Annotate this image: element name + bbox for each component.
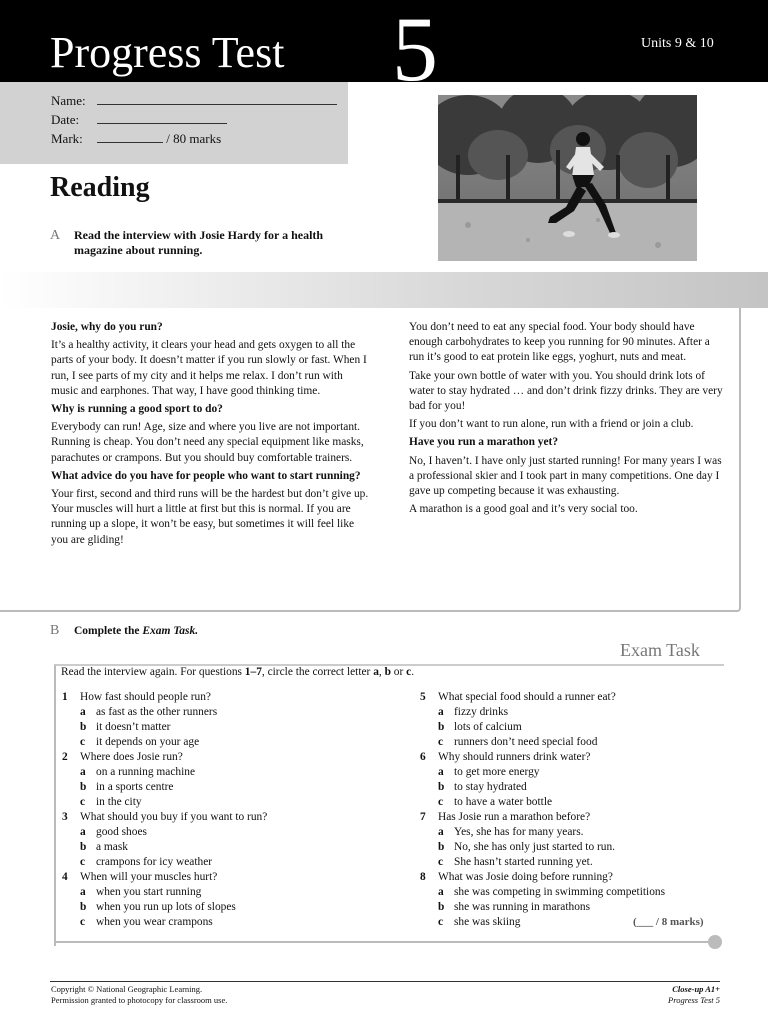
question-text: What was Josie doing before running? xyxy=(438,871,613,883)
page-title: Progress Test xyxy=(50,28,285,77)
student-info-box xyxy=(0,82,348,164)
decorative-band xyxy=(0,272,768,308)
exam-instruction xyxy=(61,666,414,678)
option-text: as fast as the other runners xyxy=(96,706,218,718)
answer-option-a[interactable] xyxy=(80,885,201,900)
option-letter: a xyxy=(80,886,86,898)
exam-instruction-part: 1–7 xyxy=(244,666,262,678)
option-letter: a xyxy=(438,766,444,778)
answer-option-a[interactable] xyxy=(438,765,540,780)
option-text: fizzy drinks xyxy=(454,706,509,718)
answer-option-b[interactable] xyxy=(80,720,170,735)
book-title: Close-up A1+ xyxy=(672,984,720,994)
answer-option-b[interactable] xyxy=(438,720,522,735)
answer-option-c[interactable] xyxy=(80,915,213,930)
mark-label: Mark: xyxy=(51,131,83,146)
answer-option-a[interactable] xyxy=(438,885,665,900)
option-text: when you wear crampons xyxy=(96,916,213,928)
article-left-column xyxy=(51,320,369,551)
answer-option-a[interactable] xyxy=(80,765,195,780)
option-text: lots of calcium xyxy=(454,721,522,733)
answer-option-c[interactable] xyxy=(80,855,212,870)
option-text: she was skiing xyxy=(454,916,521,928)
option-letter: a xyxy=(438,706,444,718)
date-field[interactable] xyxy=(97,111,227,124)
test-title: Progress Test 5 xyxy=(668,995,720,1005)
interview-answer: A marathon is a good goal and it’s very social too. xyxy=(409,503,638,516)
option-text: Yes, she has for many years. xyxy=(454,826,584,838)
answer-option-c[interactable] xyxy=(438,915,520,930)
option-text: to have a water bottle xyxy=(454,796,553,808)
exam-instruction-part: . xyxy=(411,666,415,678)
interview-question: What advice do you have for people who want to start running? xyxy=(51,469,361,482)
section-a-letter: A xyxy=(50,228,61,243)
answer-option-a[interactable] xyxy=(80,705,217,720)
mark-field[interactable] xyxy=(97,130,163,143)
answer-option-b[interactable] xyxy=(80,780,174,795)
option-letter: b xyxy=(80,841,87,853)
option-letter: a xyxy=(80,826,86,838)
question-text: Where does Josie run? xyxy=(80,751,183,763)
exam-instruction-part: , xyxy=(378,666,385,678)
option-text: it doesn’t matter xyxy=(96,721,171,733)
interview-answer: No, I haven’t. I have only just started running! For many years I was a professional skier and I took part in many competitions. One day I gave up competing because it was exhausting. xyxy=(409,454,722,498)
option-letter: b xyxy=(438,901,445,913)
marks-score: (___ / 8 marks) xyxy=(633,916,704,928)
option-text: it depends on your age xyxy=(96,736,200,748)
option-letter: a xyxy=(80,766,86,778)
option-letter: a xyxy=(438,826,444,838)
question-text: Has Josie run a marathon before? xyxy=(438,811,591,823)
option-text: to stay hydrated xyxy=(454,781,527,793)
interview-answer: Take your own bottle of water with you. You should drink lots of water to stay hydrated … and don’t drink fizzy drinks. They are very bad for you! xyxy=(409,369,723,413)
option-text: on a running machine xyxy=(96,766,196,778)
answer-option-a[interactable] xyxy=(438,825,584,840)
mark-suffix: / 80 marks xyxy=(166,131,222,146)
answer-option-c[interactable] xyxy=(438,735,597,750)
answer-option-b[interactable] xyxy=(80,840,128,855)
exam-instruction-part: , circle the correct letter xyxy=(261,666,374,678)
exam-instruction-part: or xyxy=(390,666,407,678)
option-letter: c xyxy=(80,796,86,808)
exam-bottom-rule xyxy=(54,941,714,943)
interview-answer: If you don’t want to run alone, run with a friend or join a club. xyxy=(409,418,694,431)
question-text: Why should runners drink water? xyxy=(438,751,591,763)
answer-option-c[interactable] xyxy=(80,735,199,750)
answer-option-a[interactable] xyxy=(80,825,147,840)
section-a-instruction: Read the interview with Josie Hardy for a health magazine about running. xyxy=(74,228,324,257)
copyright-line-2: Permission granted to photocopy for classroom use. xyxy=(51,995,228,1005)
name-row xyxy=(51,92,337,109)
option-text: in the city xyxy=(96,796,142,808)
option-letter: b xyxy=(80,781,87,793)
option-letter: c xyxy=(438,916,444,928)
option-text: she was competing in swimming competitions xyxy=(454,886,666,898)
interview-question: Have you run a marathon yet? xyxy=(409,436,559,449)
option-text: when you run up lots of slopes xyxy=(96,901,236,913)
option-text: runners don’t need special food xyxy=(454,736,598,748)
option-text: She hasn’t started running yet. xyxy=(454,856,593,868)
interview-answer: Everybody can run! Age, size and where you live are not important. Running is cheap. You don’t need any special equipment like masks, parachutes or crampons. But you should buy comfortable trainers. xyxy=(51,421,364,464)
option-text: good shoes xyxy=(96,826,147,838)
footer-copyright xyxy=(51,984,227,1006)
question-text: How fast should people run? xyxy=(80,691,211,703)
reading-heading: Reading xyxy=(50,172,150,203)
option-letter: c xyxy=(80,736,86,748)
runner-photo xyxy=(438,95,697,261)
option-text: crampons for icy weather xyxy=(96,856,213,868)
option-letter: b xyxy=(438,721,445,733)
option-letter: b xyxy=(438,781,445,793)
name-field[interactable] xyxy=(97,92,337,105)
date-label: Date: xyxy=(51,112,80,127)
question-number: 3 xyxy=(62,811,68,823)
footer-book-info xyxy=(668,984,720,1006)
option-text: No, she has only just started to run. xyxy=(454,841,616,853)
date-row xyxy=(51,111,227,128)
option-letter: a xyxy=(80,706,86,718)
answer-option-c[interactable] xyxy=(438,795,552,810)
answer-option-c[interactable] xyxy=(438,855,593,870)
option-letter: a xyxy=(438,886,444,898)
footer-rule xyxy=(50,981,720,982)
exam-instruction-part: a xyxy=(373,666,379,678)
option-letter: c xyxy=(438,736,444,748)
question-number: 2 xyxy=(62,751,68,763)
copyright-line-1: Copyright © National Geographic Learning. xyxy=(51,984,203,994)
question-number: 5 xyxy=(420,691,426,703)
option-letter: c xyxy=(438,796,444,808)
answer-option-b[interactable] xyxy=(438,780,527,795)
answer-option-c[interactable] xyxy=(80,795,142,810)
answer-option-b[interactable] xyxy=(438,900,590,915)
option-text: she was running in marathons xyxy=(454,901,591,913)
option-letter: b xyxy=(438,841,445,853)
section-b-letter: B xyxy=(50,623,60,638)
exam-instruction-part: Read the interview again. For questions xyxy=(61,666,245,678)
interview-answer: Your first, second and third runs will be the hardest but don’t give up. Your muscles will hurt a little at first but this is normal. If you are running up a slope, it won’t be easy, but sometimes it will feel like you are gliding! xyxy=(51,488,369,546)
exam-instruction-part: c xyxy=(406,666,412,678)
question-number: 1 xyxy=(62,691,68,703)
option-letter: c xyxy=(80,856,86,868)
question-number: 8 xyxy=(420,871,426,883)
question-number: 6 xyxy=(420,751,426,763)
units-label: Units 9 & 10 xyxy=(641,36,714,51)
question-text: What special food should a runner eat? xyxy=(438,691,616,703)
question-text: What should you buy if you want to run? xyxy=(80,811,268,823)
test-number: 5 xyxy=(392,0,438,100)
question-text: When will your muscles hurt? xyxy=(80,871,218,883)
exam-rule-knob xyxy=(708,935,722,949)
option-text: to get more energy xyxy=(454,766,540,778)
option-text: when you start running xyxy=(96,886,202,898)
option-text: in a sports centre xyxy=(96,781,174,793)
question-number: 4 xyxy=(62,871,68,883)
answer-option-b[interactable] xyxy=(80,900,236,915)
option-letter: c xyxy=(80,916,86,928)
section-b-instruction: Complete the Exam Task. xyxy=(74,625,199,637)
interview-question: Why is running a good sport to do? xyxy=(51,403,223,416)
name-label: Name: xyxy=(51,93,86,108)
exam-instruction-part: b xyxy=(384,666,391,678)
interview-question: Josie, why do you run? xyxy=(51,321,163,333)
mark-row xyxy=(51,130,221,147)
option-text: a mask xyxy=(96,841,128,853)
article-right-column xyxy=(409,320,727,520)
answer-option-a[interactable] xyxy=(438,705,508,720)
interview-answer: You don’t need to eat any special food. Your body should have enough carbohydrates to keep you running for 90 minutes. After a run it’s good to eat protein like eggs, yoghurt, nuts and meat. xyxy=(409,321,710,364)
question-number: 7 xyxy=(420,811,426,823)
option-letter: b xyxy=(80,721,87,733)
interview-answer: It’s a healthy activity, it clears your head and gets oxygen to all the parts of your body. It doesn’t matter if you run slowly or fast. When I run, I see parts of my city and it helps me relax. I don’t run with music and earphones. That way, I have good thinking time. xyxy=(51,339,367,397)
exam-task-title: Exam Task xyxy=(620,640,700,660)
option-letter: c xyxy=(438,856,444,868)
answer-option-b[interactable] xyxy=(438,840,615,855)
option-letter: b xyxy=(80,901,87,913)
